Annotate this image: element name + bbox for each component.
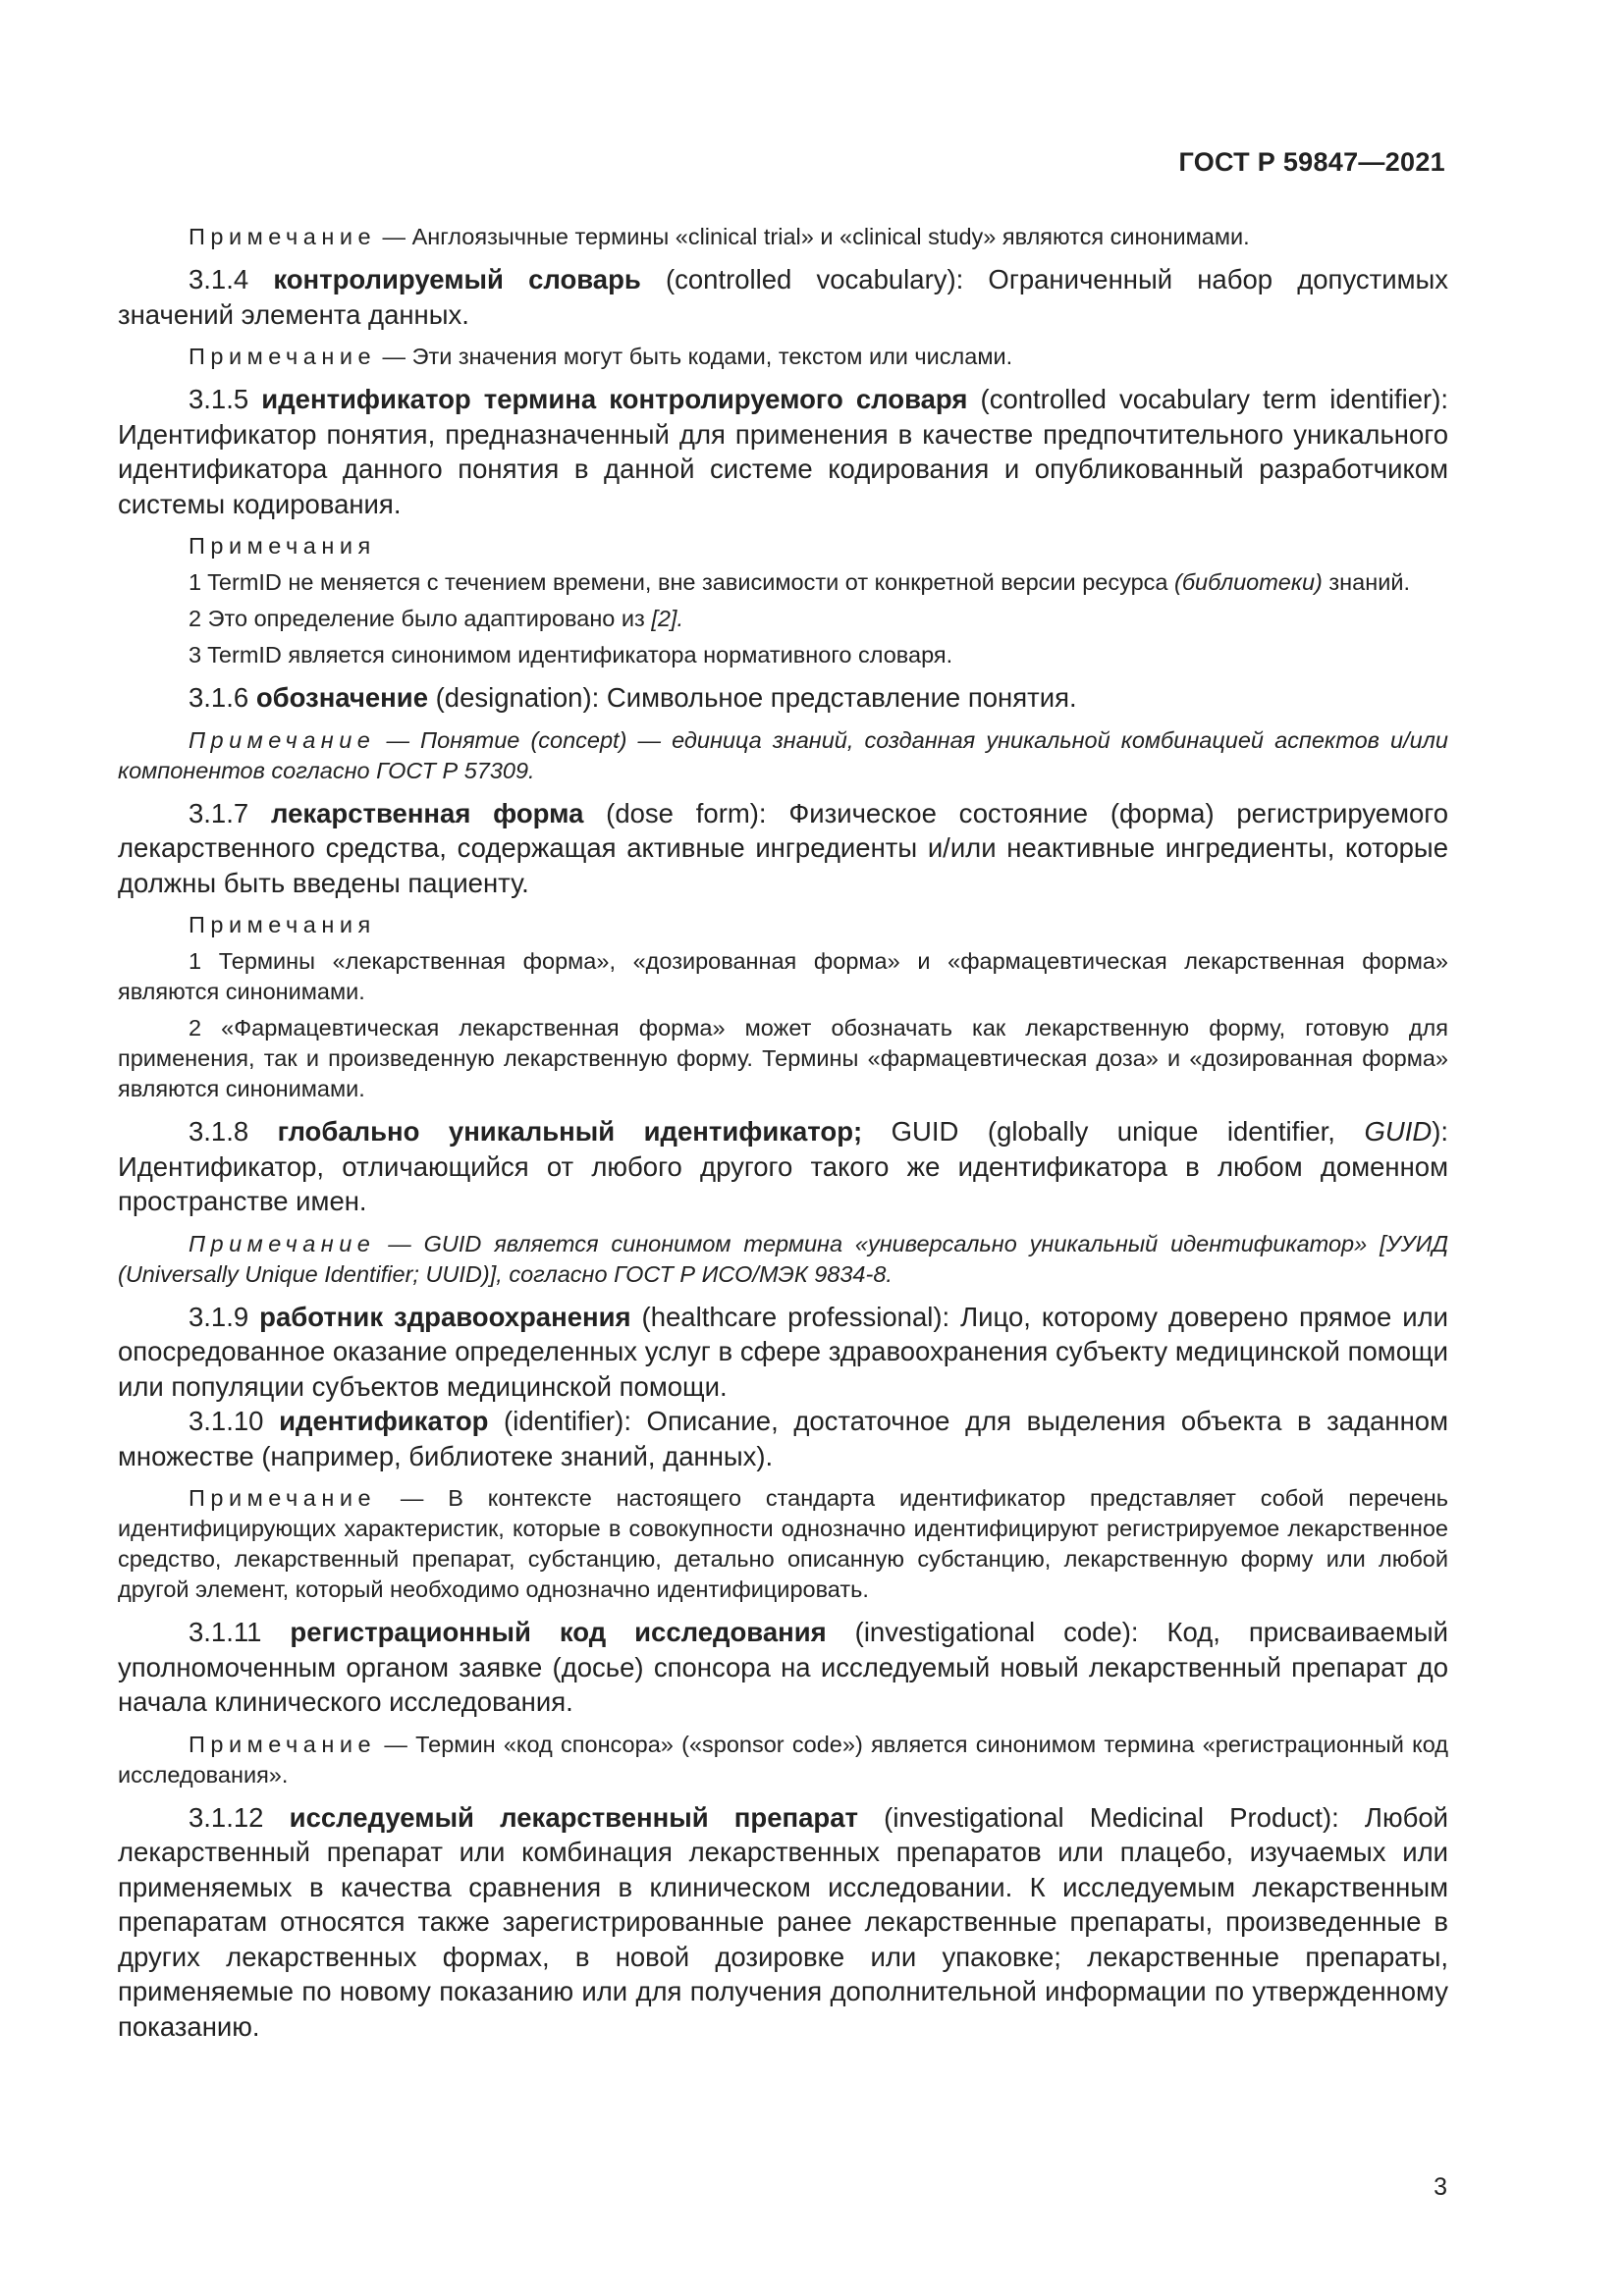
term-3-1-7	[118, 796, 1448, 901]
document-code: ГОСТ Р 59847—2021	[1178, 147, 1445, 177]
note-3-1-11	[118, 1730, 1448, 1790]
term-definition: (investigational code): Код, присваиваемый уполномоченным органом заявке (досье) спонсора на исследуемый новый лекарственный препарат до начала клинического исследования.	[118, 1617, 1449, 1717]
note-item-text: 1 TermID не меняется с течением времени, вне зависимости от конкретной версии ресурса	[189, 569, 1174, 595]
term-name: обозначение	[255, 682, 428, 713]
note-text: — Англоязычные термины «clinical trial» и «clinical study» являются синонимами.	[376, 224, 1250, 249]
term-definition: (healthcare professional): Лицо, которому доверено прямое или опосредованное оказание определенных услуг в сфере здравоохранения субъекту медицинской помощи или популяции субъектов медицинской помощи.	[118, 1301, 1448, 1402]
term-definition: (controlled vocabulary term identifier): Идентификатор понятия, предназначенный для применения в качестве предпочтительного уникального идентификатора данного понятия в данной системе кодирования и опубликованный разработчиком системы кодирования.	[118, 384, 1449, 519]
note-item-text: 2 «Фармацевтическая лекарственная форма» может обозначать как лекарственную форму, готовую для применения, так и произведенную лекарственную форму. Термины «фармацевтическая доза» и «дозированная форма» являются синонимами.	[118, 1015, 1448, 1101]
term-name: регистрационный код исследования	[290, 1617, 827, 1647]
note-lead: Примечание	[189, 1485, 377, 1511]
term-number: 3.1.8	[189, 1116, 249, 1147]
notes-heading	[118, 531, 1448, 561]
note-text: — GUID является синонимом термина «универсально уникальный идентификатор» [УУИД (Universally Unique Identifier; UUID)], согласно ГОСТ Р ИСО/МЭК 9834-8.	[118, 1230, 1448, 1287]
term-3-1-12	[118, 1800, 1448, 2045]
term-number: 3.1.11	[189, 1617, 262, 1647]
note-item-2	[118, 604, 1448, 634]
note-item-1	[118, 567, 1448, 598]
term-3-1-11	[118, 1615, 1448, 1720]
term-name: идентификатор термина контролируемого словаря	[261, 384, 968, 414]
note-item-italic: [2].	[651, 606, 683, 631]
term-number: 3.1.4	[189, 264, 249, 294]
note-item-text: 2 Это определение было адаптировано из	[189, 606, 652, 631]
notes-heading	[118, 910, 1448, 940]
term-definition: GUID (globally unique identifier,	[862, 1116, 1365, 1147]
term-definition: (investigational Medicinal Product): Любой лекарственный препарат или комбинация лекарственных препаратов или плацебо, изучаемых или применяемых в качества сравнения в клиническом исследовании. К исследуемым лекарственным препаратам относятся также зарегистрированные ранее лекарственные препараты, произведенные в других лекарственных формах, в новой дозировке или упаковке; лекарственные препараты, применяемые по новому показанию или для получения дополнительной информации по утвержденному показанию.	[118, 1801, 1449, 2042]
term-name: идентификатор	[279, 1406, 489, 1436]
note-clinical-trial	[118, 222, 1448, 252]
term-number: 3.1.9	[189, 1301, 249, 1332]
term-3-1-4	[118, 262, 1448, 332]
term-number: 3.1.12	[189, 1801, 264, 1833]
term-italic: GUID	[1364, 1116, 1433, 1147]
note-item-italic: (библиотеки)	[1174, 569, 1323, 595]
term-name: исследуемый лекарственный препарат	[289, 1801, 858, 1833]
term-3-1-6	[118, 680, 1448, 716]
note-lead: Примечание	[189, 224, 377, 249]
note-text: — Термин «код спонсора» («sponsor code») является синонимом термина «регистрационный код исследования».	[118, 1731, 1448, 1788]
note-item-text: 1 Термины «лекарственная форма», «дозированная форма» и «фармацевтическая лекарственная форма» являются синонимами.	[118, 948, 1448, 1004]
note-lead: Примечание	[189, 726, 376, 753]
term-number: 3.1.5	[189, 384, 249, 414]
page-number: 3	[1434, 2173, 1447, 2201]
term-definition: (dose form): Физическое состояние (форма) регистрируемого лекарственного средства, содержащая активные ингредиенты и/или неактивные ингредиенты, которые должны быть введены пациенту.	[118, 797, 1449, 898]
note-3-1-10	[118, 1483, 1448, 1605]
note-lead: Примечание	[189, 344, 377, 369]
notes-lead: Примечания	[189, 533, 376, 559]
term-3-1-9	[118, 1300, 1448, 1405]
note-lead: Примечание	[189, 1731, 377, 1757]
note-lead: Примечание	[189, 1230, 376, 1256]
term-number: 3.1.10	[189, 1406, 264, 1436]
note-3-1-8	[118, 1229, 1448, 1290]
note-text: — Понятие (concept) — единица знаний, созданная уникальной комбинацией аспектов и/или компонентов согласно ГОСТ Р 57309.	[118, 726, 1448, 783]
term-name: лекарственная форма	[270, 797, 584, 828]
note-3-1-6	[118, 725, 1448, 786]
notes-lead: Примечания	[189, 912, 376, 937]
note-text: — Эти значения могут быть кодами, текстом или числами.	[376, 344, 1013, 369]
term-3-1-5	[118, 382, 1448, 521]
term-3-1-10	[118, 1404, 1448, 1473]
note-item-1	[118, 946, 1448, 1007]
note-text: — В контексте настоящего стандарта идентификатор представляет собой перечень идентифицирующих характеристик, которые в совокупности однозначно идентифицируют регистрируемое лекарственное средство, лекарственный препарат, субстанцию, детально описанную субстанцию, лекарственную форму или любой другой элемент, который необходимо однозначно идентифицировать.	[118, 1485, 1448, 1602]
note-3-1-4	[118, 342, 1448, 372]
note-item-3	[118, 640, 1448, 670]
term-3-1-8	[118, 1114, 1448, 1219]
note-item-text-tail: знаний.	[1322, 569, 1410, 595]
term-definition: (designation): Символьное представление понятия.	[428, 682, 1077, 713]
page-body	[118, 222, 1448, 2044]
term-name: контролируемый словарь	[273, 264, 641, 294]
term-number: 3.1.7	[189, 797, 249, 828]
term-definition: (identifier): Описание, достаточное для выделения объекта в заданном множестве (например, библиотеке знаний, данных).	[118, 1406, 1448, 1471]
note-item-2	[118, 1013, 1448, 1104]
term-name: глобально уникальный идентификатор;	[277, 1116, 863, 1147]
term-number: 3.1.6	[189, 682, 249, 713]
term-definition: (controlled vocabulary): Ограниченный набор допустимых значений элемента данных.	[118, 264, 1449, 330]
note-item-text: 3 TermID является синонимом идентификатора нормативного словаря.	[189, 642, 953, 667]
term-definition-tail: ): Идентификатор, отличающийся от любого другого такого же идентификатора в любом доменном пространстве имен.	[118, 1116, 1449, 1216]
term-name: работник здравоохранения	[259, 1301, 631, 1332]
